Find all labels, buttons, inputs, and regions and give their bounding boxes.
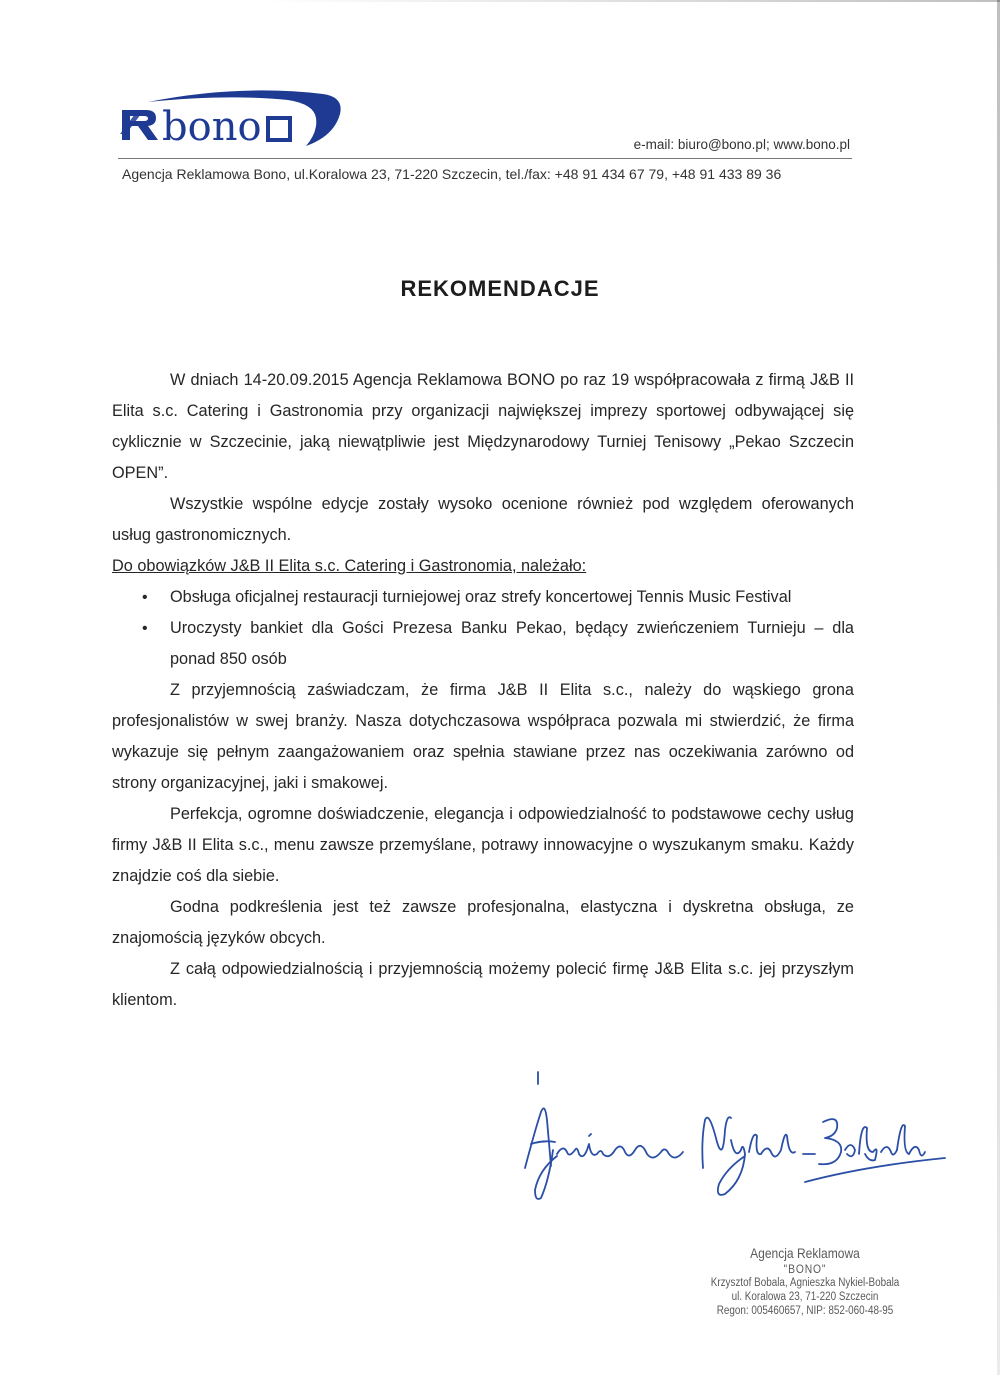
bullet-icon: • xyxy=(142,589,148,606)
paragraph-1: W dniach 14-20.09.2015 Agencja Reklamowa BONO po raz 19 współpracowała z firmą J&B II Elita s.c. Catering i Gastronomia przy organizacji największej imprezy sportowej odbywającej się cyklicznie w Szczecinie, jaką niewątpliwie jest Międzynarodowy Turniej Tenisowy „Pekao Szczecin OPEN”. xyxy=(112,371,854,482)
stamp-line-4: ul. Koralowa 23, 71-220 Szczecin xyxy=(731,1291,879,1303)
document-title: REKOMENDACJE xyxy=(400,276,600,301)
duty-item-text: Obsługa oficjalnej restauracji turniejowej oraz strefy koncertowej Tennis Music Festival xyxy=(170,588,792,606)
stamp-line-2: "BONO" xyxy=(783,1262,827,1276)
header-contact: e-mail: biuro@bono.pl; www.bono.pl xyxy=(633,137,850,152)
company-stamp xyxy=(706,1245,904,1318)
stamp-line-5: Regon: 005460657, NIP: 852-060-48-95 xyxy=(716,1305,894,1317)
duties-list xyxy=(112,582,854,675)
bono-logo xyxy=(118,88,348,158)
stamp-line-3: Krzysztof Bobala, Agnieszka Nykiel-Bobala xyxy=(710,1277,900,1289)
paragraph-2: Wszystkie wspólne edycje zostały wysoko ocenione również pod względem oferowanych usług gastronomicznych. xyxy=(112,495,854,544)
paragraph-6: Z całą odpowiedzialnością i przyjemnością możemy polecić firmę J&B Elita s.c. jej przyszłym klientom. xyxy=(112,960,854,1009)
paragraph-3: Z przyjemnością zaświadczam, że firma J&B II Elita s.c., należy do wąskiego grona profesjonalistów w swej branży. Nasza dotychczasowa współpraca pozwala mi stwierdzić, że firma wykazuje się pełnym zaangażowaniem oraz spełnia stawiane przez nas oczekiwania zarówno od strony organizacyjnej, jaki i smakowej. xyxy=(112,681,854,792)
duties-heading-text: Do obowiązków J&B II Elita s.c. Catering i Gastronomia, należało: xyxy=(112,557,587,575)
duties-heading xyxy=(112,551,854,582)
handwritten-signature xyxy=(505,1070,955,1220)
letter-body xyxy=(112,365,854,1016)
header-address: Agencja Reklamowa Bono, ul.Koralowa 23, 71-220 Szczecin, tel./fax: +48 91 434 67 79, +48 91 433 89 36 xyxy=(122,166,782,182)
scan-edge-top xyxy=(260,0,1000,2)
duty-item-text: Uroczysty bankiet dla Gości Prezesa Banku Pekao, będący zwieńczeniem Turnieju – dla ponad 850 osób xyxy=(170,619,854,668)
duty-item xyxy=(142,582,854,613)
logo-wordmark: bono xyxy=(162,104,262,150)
paragraph-4: Perfekcja, ogromne doświadczenie, elegancja i odpowiedzialność to podstawowe cechy usług firmy J&B II Elita s.c., menu zawsze przemyślane, potrawy innowacyjne o wyszukanym smaku. Każdy znajdzie coś dla siebie. xyxy=(112,805,854,885)
bullet-icon: • xyxy=(142,620,148,637)
stamp-line-1: Agencja Reklamowa xyxy=(750,1245,860,1261)
duty-item xyxy=(142,613,854,675)
paragraph-5: Godna podkreślenia jest też zawsze profesjonalna, elastyczna i dyskretna obsługa, ze znajomością języków obcych. xyxy=(112,898,854,947)
header-divider xyxy=(118,158,852,159)
